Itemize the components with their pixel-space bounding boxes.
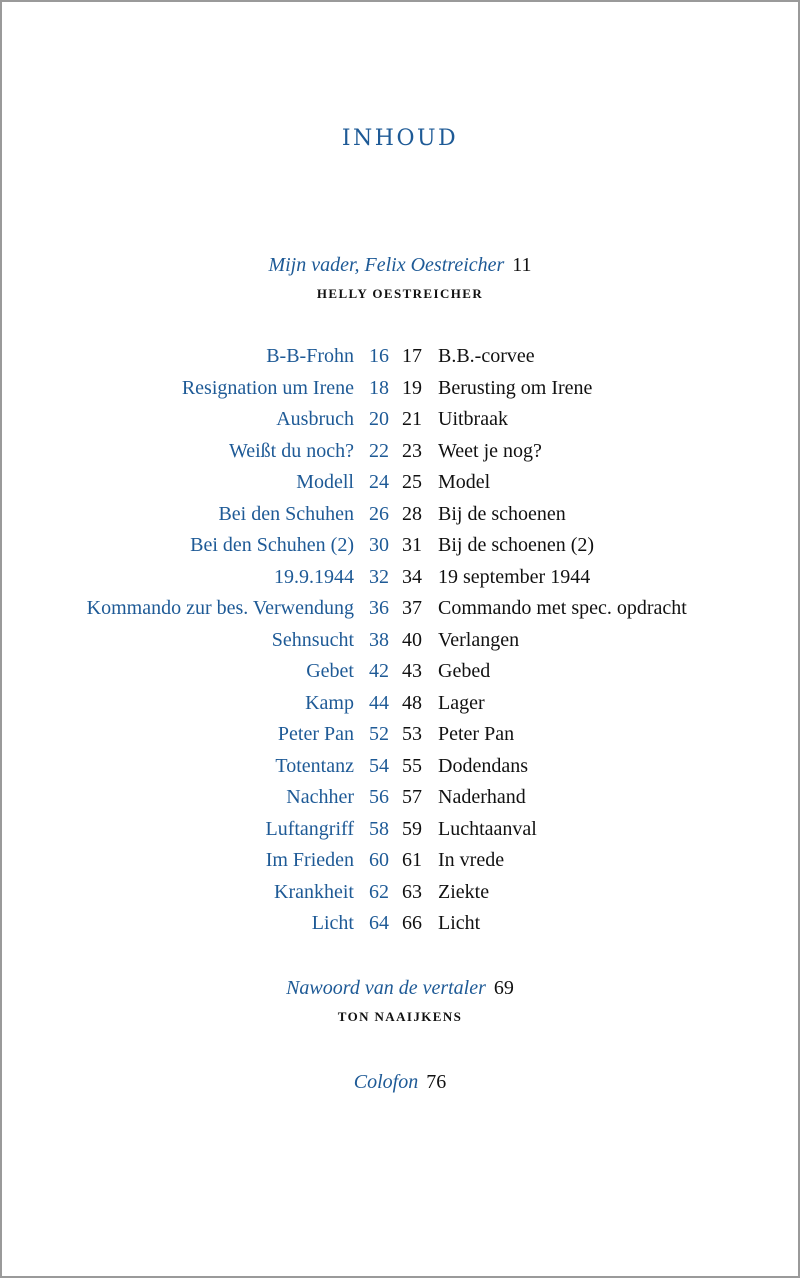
toc-row-german-title: Luftangriff xyxy=(265,817,354,840)
toc-row-german-page: 36 xyxy=(369,597,389,619)
toc-row-dutch-title: Berusting om Irene xyxy=(438,376,593,399)
toc-row xyxy=(2,719,800,751)
colophon-section xyxy=(2,1071,798,1094)
colophon-page: 76 xyxy=(426,1071,447,1093)
toc-row-dutch-page: 48 xyxy=(402,691,422,714)
toc-row-german-page: 20 xyxy=(369,408,389,430)
toc-row-dutch-title: Commando met spec. opdracht xyxy=(438,597,687,619)
toc-row xyxy=(2,688,800,720)
toc-row xyxy=(2,341,800,373)
toc-row-german-page: 62 xyxy=(369,880,389,903)
toc-row-dutch-title: Model xyxy=(438,471,491,493)
toc-row-german-title: Kommando zur bes. Verwendung xyxy=(86,597,354,619)
toc-row xyxy=(2,593,800,625)
toc-row-german-title: B-B-Frohn xyxy=(266,345,354,367)
toc-row-dutch-title: Bij de schoenen (2) xyxy=(438,534,595,556)
toc-row xyxy=(2,404,800,436)
toc-row-german-title: Im Frieden xyxy=(265,849,354,871)
page-title: INHOUD xyxy=(341,126,459,151)
toc-row-german-page: 64 xyxy=(369,912,389,934)
toc-row-dutch-page: 25 xyxy=(402,471,422,493)
toc-row xyxy=(2,908,800,940)
toc-row-dutch-title: Uitbraak xyxy=(438,408,508,430)
toc-row-dutch-page: 31 xyxy=(402,534,422,556)
toc-row-german-page: 32 xyxy=(369,565,389,588)
toc-row-german-title: Licht xyxy=(311,912,354,934)
toc-row xyxy=(2,845,800,877)
toc-row-german-title: Bei den Schuhen (2) xyxy=(190,534,354,556)
toc-row-german-title: Weißt du noch? xyxy=(228,439,354,462)
toc-row-dutch-page: 55 xyxy=(402,754,422,777)
toc-row-german-page: 60 xyxy=(369,849,389,871)
toc-row xyxy=(2,373,800,405)
toc-row-dutch-page: 61 xyxy=(402,849,422,871)
toc-row-dutch-title: Luchtaanval xyxy=(438,817,537,840)
toc-row xyxy=(2,782,800,814)
toc-row-german-title: 19.9.1944 xyxy=(274,565,354,588)
toc-row-german-page: 18 xyxy=(369,376,389,399)
intro-author: HELLY OESTREICHER xyxy=(316,286,484,301)
toc-row-german-page: 58 xyxy=(369,817,389,840)
toc-row-german-title: Gebet xyxy=(306,660,354,682)
toc-row-german-title: Sehnsucht xyxy=(271,628,354,651)
toc-row-german-title: Totentanz xyxy=(275,754,354,777)
intro-title: Mijn vader, Felix Oestreicher xyxy=(268,254,505,276)
toc-row xyxy=(2,530,800,562)
toc-row-dutch-title: Lager xyxy=(438,691,485,714)
afterword-page: 69 xyxy=(493,977,514,999)
afterword-author: TON NAAIJKENS xyxy=(337,1009,463,1024)
toc-row-dutch-title: Naderhand xyxy=(438,786,526,808)
toc-row-dutch-page: 21 xyxy=(402,408,422,430)
toc-row-dutch-title: Weet je nog? xyxy=(438,439,542,462)
toc-row-dutch-page: 53 xyxy=(402,723,422,745)
toc-row-german-page: 44 xyxy=(369,691,389,714)
toc-row-dutch-page: 40 xyxy=(402,628,422,651)
afterword-section xyxy=(2,977,798,1025)
toc-row-dutch-title: Verlangen xyxy=(438,628,520,651)
toc-row-german-page: 54 xyxy=(369,754,389,777)
toc-row-german-page: 52 xyxy=(369,723,389,745)
toc-row xyxy=(2,562,800,594)
toc-row-dutch-title: Ziekte xyxy=(438,880,490,903)
toc-row-german-title: Ausbruch xyxy=(276,408,354,430)
toc-row-german-page: 22 xyxy=(369,439,389,462)
toc-row-german-page: 30 xyxy=(369,534,389,556)
toc-row-german-page: 42 xyxy=(369,660,389,682)
toc-row xyxy=(2,625,800,657)
toc-row-dutch-page: 57 xyxy=(402,786,422,808)
intro-section xyxy=(2,254,798,302)
toc-row-german-title: Nachher xyxy=(286,786,354,808)
toc-row-german-title: Resignation um Irene xyxy=(181,376,354,399)
toc-row xyxy=(2,814,800,846)
toc-row-german-title: Peter Pan xyxy=(277,723,354,745)
toc-row-german-title: Kamp xyxy=(305,691,354,714)
afterword-title: Nawoord van de vertaler xyxy=(286,977,486,999)
toc-row-german-title: Krankheit xyxy=(274,880,354,903)
toc-row-dutch-page: 19 xyxy=(402,376,422,399)
toc-row xyxy=(2,499,800,531)
toc-row-dutch-title: In vrede xyxy=(438,849,505,871)
toc-row-dutch-page: 63 xyxy=(402,880,422,903)
toc-row-dutch-title: Licht xyxy=(438,912,481,934)
toc-row xyxy=(2,467,800,499)
toc-row-dutch-page: 34 xyxy=(402,565,422,588)
toc-row-german-page: 16 xyxy=(369,345,389,367)
toc-row-dutch-page: 23 xyxy=(402,439,422,462)
toc-row-dutch-page: 17 xyxy=(402,345,422,367)
toc-row-dutch-page: 43 xyxy=(402,660,422,682)
toc-row-german-page: 56 xyxy=(369,786,389,808)
colophon-title: Colofon xyxy=(353,1071,419,1093)
toc-row xyxy=(2,436,800,468)
toc-list xyxy=(2,341,800,940)
toc-row-german-title: Bei den Schuhen xyxy=(218,502,354,525)
toc-row-dutch-page: 37 xyxy=(402,597,422,619)
toc-row-dutch-title: Gebed xyxy=(438,660,491,682)
toc-row xyxy=(2,877,800,909)
toc-row-dutch-title: Peter Pan xyxy=(438,723,515,745)
toc-row xyxy=(2,656,800,688)
toc-row-dutch-title: Bij de schoenen xyxy=(438,502,566,525)
toc-row-german-page: 26 xyxy=(369,502,389,525)
toc-row-dutch-page: 28 xyxy=(402,502,422,525)
toc-row-dutch-page: 66 xyxy=(402,912,422,934)
toc-row-dutch-title: 19 september 1944 xyxy=(438,565,591,588)
toc-row-dutch-title: B.B.-corvee xyxy=(438,345,535,367)
intro-page: 11 xyxy=(512,254,532,276)
toc-row-german-page: 38 xyxy=(369,628,389,651)
toc-row-german-title: Modell xyxy=(296,471,354,493)
toc-row-dutch-title: Dodendans xyxy=(438,754,528,777)
toc-row xyxy=(2,751,800,783)
toc-row-german-page: 24 xyxy=(369,471,389,493)
toc-row-dutch-page: 59 xyxy=(402,817,422,840)
